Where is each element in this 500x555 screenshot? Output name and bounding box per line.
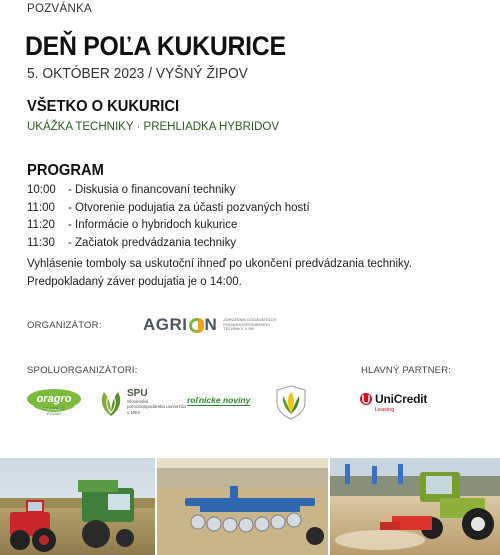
coorganizers-label: SPOLUORGANIZÁTORI: <box>27 365 138 376</box>
event-date-location: 5. OKTÓBER 2023 / VYŠNÝ ŽIPOV <box>27 65 248 82</box>
invitation-kicker: POZVÁNKA <box>27 3 93 15</box>
end-time-note: Predpokladaný záver podujatia je o 14:00. <box>27 275 242 288</box>
program-text: - Informácie o hybridoch kukurice <box>68 219 238 231</box>
program-time: 11:00 <box>27 201 55 214</box>
topic-title: VŠETKO O KUKURICI <box>27 98 180 115</box>
oragro-logo-text: oragro <box>36 393 72 405</box>
program-item <box>27 182 467 200</box>
organizer-label: ORGANIZÁTOR: <box>27 320 102 331</box>
agrion-logo-text-start: AGRI <box>143 315 188 334</box>
program-item <box>27 200 467 218</box>
photo-strip <box>0 458 500 555</box>
program-time: 11:30 <box>27 236 55 249</box>
program-item <box>27 235 467 253</box>
program-title: PROGRAM <box>27 162 104 179</box>
agrion-logo-subtitle: ZDRUŽENIE DODÁVATEĽOV POĽNOHOSPODÁRSKEJ TECHNIKY V SR <box>223 317 277 332</box>
agrion-o-mark-icon <box>189 318 204 333</box>
topic-subtitle: UKÁŽKA TECHNIKY · PREHLIADKA HYBRIDOV <box>27 121 280 133</box>
spu-logo-subtitle: Slovenská poľnohospodárska univerzita v Nitre <box>127 399 186 415</box>
program-time: 10:00 <box>27 184 56 196</box>
photo-harvest-tractor <box>0 458 155 555</box>
program-text: - Otvorenie podujatia za účasti pozvaných hostí <box>68 201 310 214</box>
program-text: - Diskusia o financovaní techniky <box>68 184 236 196</box>
program-note <box>27 256 487 291</box>
spu-logo-text: SPU <box>127 388 148 399</box>
partner-label: HLAVNÝ PARTNER: <box>361 365 452 376</box>
photo-disc-harrow <box>157 458 328 555</box>
spu-leaf-icon <box>98 389 124 417</box>
rolnicke-noviny-logo: roľnícke noviny <box>187 395 251 405</box>
unicredit-mark-icon <box>360 393 372 405</box>
unicredit-leasing-text: Leasing <box>375 407 395 413</box>
program-text: - Začiatok predvádzania techniky <box>68 236 237 249</box>
program-time: 11:20 <box>27 219 55 231</box>
unicredit-logo-text: UniCredit <box>375 392 428 406</box>
raffle-note: Vyhlásenie tomboly sa uskutoční ihneď po ukončení predvádzania techniky. <box>27 258 412 270</box>
program-list <box>27 182 467 252</box>
unicredit-logo <box>360 392 427 406</box>
oragro-logo-subtitle: OTVORENÉ POĽNO <box>42 406 66 416</box>
event-title: DEŇ POĽA KUKURICE <box>25 31 286 61</box>
agrion-logo-text-end: N <box>204 315 218 334</box>
corn-shield-icon <box>274 384 308 420</box>
program-item <box>27 217 467 235</box>
oragro-logo <box>26 388 82 414</box>
agrion-logo <box>143 315 283 335</box>
photo-tractor-demo <box>330 458 500 555</box>
